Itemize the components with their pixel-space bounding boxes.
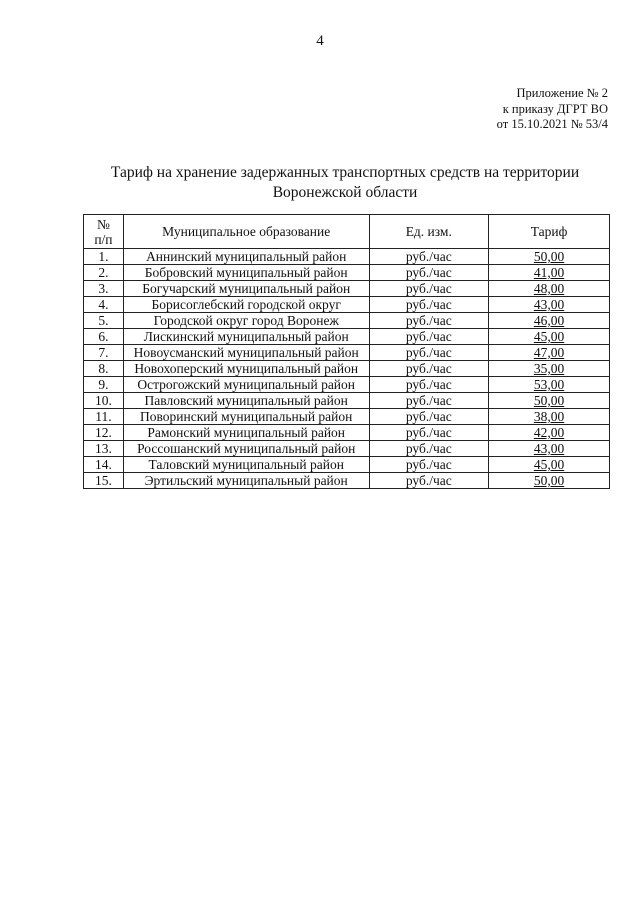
row-tariff-value: 38,00 xyxy=(533,409,565,424)
row-number: 5. xyxy=(84,313,124,329)
row-unit: руб./час xyxy=(369,313,488,329)
row-tariff xyxy=(489,441,610,457)
row-unit: руб./час xyxy=(369,281,488,297)
appendix-line-1: Приложение № 2 xyxy=(516,86,608,100)
table-row xyxy=(84,345,610,361)
row-tariff-value: 53,00 xyxy=(533,377,565,392)
header-unit: Ед. изм. xyxy=(369,215,488,249)
row-tariff xyxy=(489,425,610,441)
row-number: 11. xyxy=(84,409,124,425)
row-tariff xyxy=(489,409,610,425)
header-tariff: Тариф xyxy=(489,215,610,249)
row-tariff-value: 41,00 xyxy=(533,265,565,280)
header-number-line-1: № xyxy=(96,216,110,232)
row-municipality: Борисоглебский городской округ xyxy=(123,297,369,313)
table-row xyxy=(84,249,610,265)
row-municipality: Поворинский муниципальный район xyxy=(123,409,369,425)
table-row xyxy=(84,297,610,313)
row-number: 14. xyxy=(84,457,124,473)
table-row xyxy=(84,393,610,409)
row-municipality: Павловский муниципальный район xyxy=(123,393,369,409)
title-line-1: Тариф на хранение задержанных транспортных средств на территории xyxy=(110,164,580,181)
row-unit: руб./час xyxy=(369,409,488,425)
header-number xyxy=(84,215,124,249)
row-municipality: Бобровский муниципальный район xyxy=(123,265,369,281)
table-row xyxy=(84,425,610,441)
page-number: 4 xyxy=(316,33,324,49)
row-tariff-value: 50,00 xyxy=(533,249,565,264)
table-body xyxy=(84,249,610,489)
row-tariff xyxy=(489,377,610,393)
row-unit: руб./час xyxy=(369,393,488,409)
row-unit: руб./час xyxy=(369,345,488,361)
row-tariff-value: 45,00 xyxy=(533,329,565,344)
table-row xyxy=(84,329,610,345)
row-municipality: Эртильский муниципальный район xyxy=(123,473,369,489)
row-tariff xyxy=(489,265,610,281)
row-unit: руб./час xyxy=(369,441,488,457)
row-unit: руб./час xyxy=(369,329,488,345)
row-number: 13. xyxy=(84,441,124,457)
row-unit: руб./час xyxy=(369,265,488,281)
row-municipality: Аннинский муниципальный район xyxy=(123,249,369,265)
row-tariff xyxy=(489,457,610,473)
row-unit: руб./час xyxy=(369,377,488,393)
row-number: 9. xyxy=(84,377,124,393)
row-municipality: Таловский муниципальный район xyxy=(123,457,369,473)
row-tariff xyxy=(489,361,610,377)
row-number: 2. xyxy=(84,265,124,281)
row-unit: руб./час xyxy=(369,361,488,377)
table-row xyxy=(84,313,610,329)
appendix-line-3: от 15.10.2021 № 53/4 xyxy=(496,117,608,131)
title-line-2: Воронежской области xyxy=(272,184,418,201)
row-municipality: Лискинский муниципальный район xyxy=(123,329,369,345)
row-tariff-value: 43,00 xyxy=(533,297,565,312)
row-tariff-value: 48,00 xyxy=(533,281,565,296)
row-unit: руб./час xyxy=(369,425,488,441)
row-tariff xyxy=(489,473,610,489)
row-tariff xyxy=(489,393,610,409)
row-number: 10. xyxy=(84,393,124,409)
table-row xyxy=(84,361,610,377)
row-municipality: Острогожский муниципальный район xyxy=(123,377,369,393)
row-tariff xyxy=(489,345,610,361)
row-number: 4. xyxy=(84,297,124,313)
tariff-table xyxy=(83,214,610,489)
row-tariff xyxy=(489,281,610,297)
row-tariff-value: 46,00 xyxy=(533,313,565,328)
row-tariff-value: 43,00 xyxy=(533,441,565,456)
row-municipality: Новохоперский муниципальный район xyxy=(123,361,369,377)
table-row xyxy=(84,265,610,281)
row-unit: руб./час xyxy=(369,457,488,473)
document-title xyxy=(80,163,610,203)
row-municipality: Богучарский муниципальный район xyxy=(123,281,369,297)
row-tariff-value: 50,00 xyxy=(533,473,565,488)
row-tariff xyxy=(489,329,610,345)
row-unit: руб./час xyxy=(369,473,488,489)
row-number: 3. xyxy=(84,281,124,297)
table-row xyxy=(84,457,610,473)
row-tariff-value: 42,00 xyxy=(533,425,565,440)
row-tariff-value: 50,00 xyxy=(533,393,565,408)
table-row xyxy=(84,281,610,297)
row-number: 1. xyxy=(84,249,124,265)
row-tariff xyxy=(489,297,610,313)
table-row xyxy=(84,473,610,489)
row-tariff xyxy=(489,249,610,265)
row-tariff xyxy=(489,313,610,329)
header-number-line-2: п/п xyxy=(94,231,113,247)
table-row xyxy=(84,409,610,425)
row-tariff-value: 35,00 xyxy=(533,361,565,376)
table-row xyxy=(84,441,610,457)
row-number: 8. xyxy=(84,361,124,377)
row-number: 15. xyxy=(84,473,124,489)
table-row xyxy=(84,377,610,393)
row-number: 6. xyxy=(84,329,124,345)
row-unit: руб./час xyxy=(369,249,488,265)
row-unit: руб./час xyxy=(369,297,488,313)
appendix-reference xyxy=(497,86,608,133)
row-tariff-value: 45,00 xyxy=(533,457,565,472)
row-municipality: Новоусманский муниципальный район xyxy=(123,345,369,361)
row-municipality: Россошанский муниципальный район xyxy=(123,441,369,457)
row-number: 7. xyxy=(84,345,124,361)
header-municipality: Муниципальное образование xyxy=(123,215,369,249)
row-number: 12. xyxy=(84,425,124,441)
appendix-line-2: к приказу ДГРТ ВО xyxy=(502,101,608,116)
row-tariff-value: 47,00 xyxy=(533,345,565,360)
row-municipality: Городской округ город Воронеж xyxy=(123,313,369,329)
row-municipality: Рамонский муниципальный район xyxy=(123,425,369,441)
table-header-row xyxy=(84,215,610,249)
